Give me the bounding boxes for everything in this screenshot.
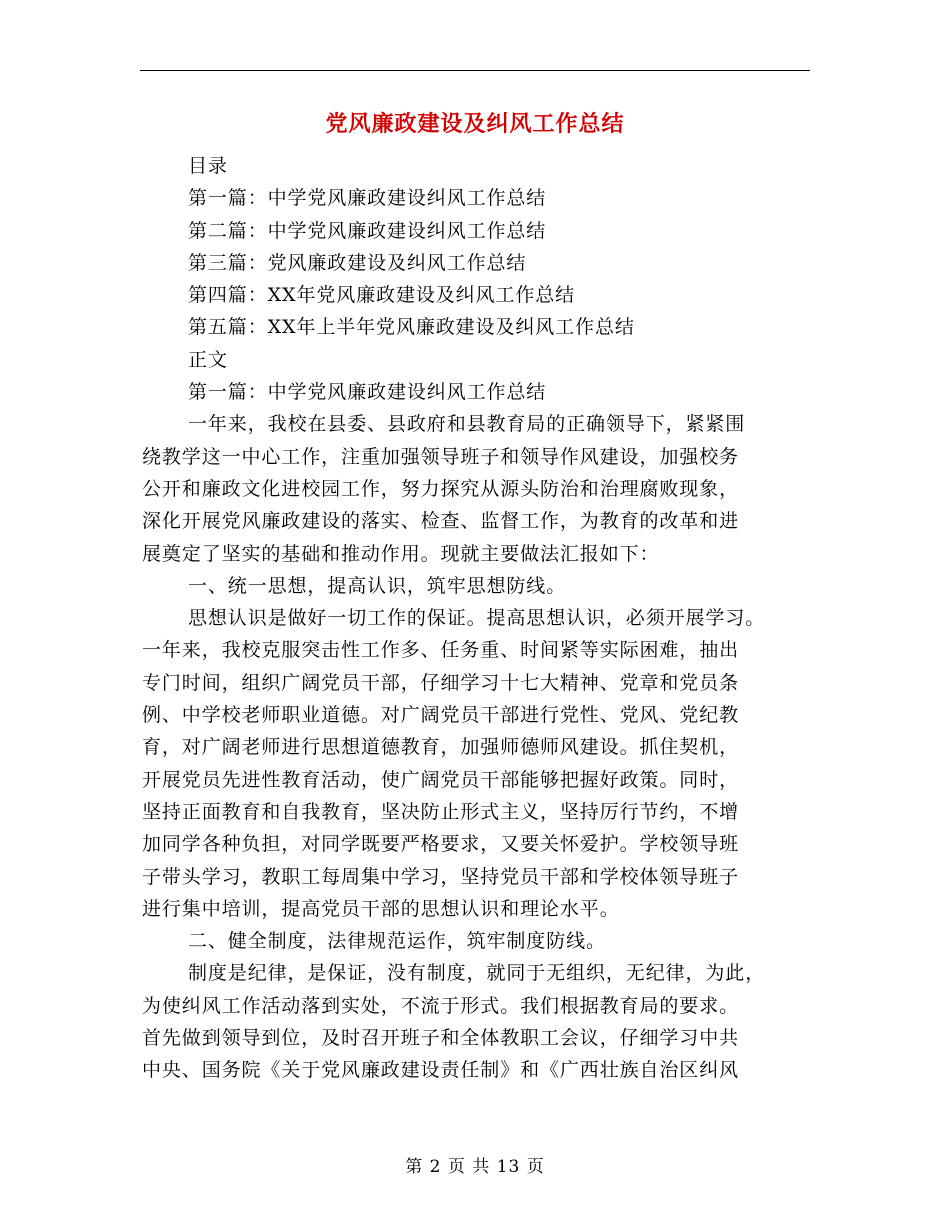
text-line: 第二篇：中学党风廉政建设纠风工作总结 — [188, 219, 547, 242]
text-line: 第四篇：XX年党风廉政建设及纠风工作总结 — [188, 284, 576, 307]
text-line: 二、健全制度，法律规范运作，筑牢制度防线。 — [188, 930, 606, 953]
text-line: 坚持正面教育和自我教育，坚决防止形式主义，坚持厉行节约，不增 — [142, 800, 740, 823]
text-line: 一年来，我校克服突击性工作多、任务重、时间紧等实际困难，抽出 — [142, 639, 740, 662]
text-line: 第一篇：中学党风廉政建设纠风工作总结 — [188, 381, 547, 404]
header-rule — [140, 70, 810, 71]
text-line: 加同学各种负担，对同学既要严格要求，又要关怀爱护。学校领导班 — [142, 833, 740, 856]
text-line: 开展党员先进性教育活动，使广阔党员干部能够把握好政策。同时， — [142, 768, 740, 791]
page-footer: 第 2 页 共 13 页 — [405, 1157, 545, 1177]
text-line: 第一篇：中学党风廉政建设纠风工作总结 — [188, 187, 547, 210]
document-title: 党风廉政建设及纠风工作总结 — [325, 111, 625, 137]
text-line: 中央、国务院《关于党风廉政建设责任制》和《广西壮族自治区纠风 — [142, 1059, 740, 1082]
text-line: 公开和廉政文化进校园工作，努力探究从源头防治和治理腐败现象， — [142, 477, 740, 500]
text-line: 子带头学习，教职工每周集中学习，坚持党员干部和学校体领导班子 — [142, 865, 740, 888]
text-line: 深化开展党风廉政建设的落实、检查、监督工作，为教育的改革和进 — [142, 510, 740, 533]
text-line: 第五篇：XX年上半年党风廉政建设及纠风工作总结 — [188, 316, 635, 339]
text-line: 一、统一思想，提高认识，筑牢思想防线。 — [188, 574, 567, 597]
text-line: 为使纠风工作活动落到实处，不流于形式。我们根据教育局的要求。 — [142, 994, 740, 1017]
text-line: 育，对广阔老师进行思想道德教育，加强师德师风建设。抓住契机， — [142, 736, 740, 759]
text-line: 例、中学校老师职业道德。对广阔党员干部进行党性、党风、党纪教 — [142, 704, 740, 727]
text-line: 进行集中培训，提高党员干部的思想认识和理论水平。 — [142, 897, 620, 920]
text-line: 正文 — [188, 348, 228, 371]
text-line: 思想认识是做好一切工作的保证。提高思想认识，必须开展学习。 — [188, 607, 766, 630]
text-line: 目录 — [188, 155, 228, 177]
text-line: 一年来，我校在县委、县政府和县教育局的正确领导下，紧紧围 — [188, 413, 746, 436]
text-line: 第三篇：党风廉政建设及纠风工作总结 — [188, 251, 527, 274]
text-line: 首先做到领导到位，及时召开班子和全体教职工会议，仔细学习中共 — [142, 1027, 740, 1050]
text-line: 制度是纪律，是保证，没有制度，就同于无组织，无纪律，为此， — [188, 962, 766, 985]
text-line: 专门时间，组织广阔党员干部，仔细学习十七大精神、党章和党员条 — [142, 671, 740, 694]
document-body — [142, 150, 810, 1087]
text-line: 展奠定了坚实的基础和推动作用。现就主要做法汇报如下： — [142, 542, 660, 565]
text-line: 绕教学这一中心工作，注重加强领导班子和领导作风建设，加强校务 — [142, 445, 740, 468]
